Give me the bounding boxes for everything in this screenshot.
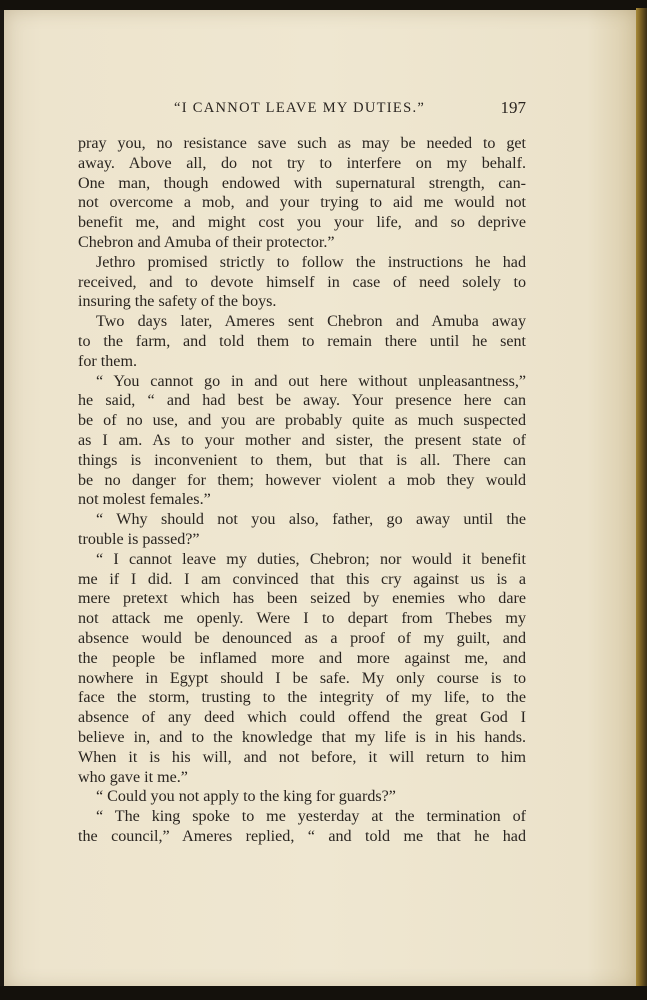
text-line: who gave it me.” — [78, 768, 188, 786]
text-line: the council,” Ameres replied, “ and told me that he had — [78, 827, 526, 845]
text-line: be of no use, and you are probably quite as much suspected — [78, 412, 526, 430]
text-line: away. Above all, do not try to interfere on my behalf. — [78, 154, 526, 172]
body-text — [78, 134, 526, 847]
text-line: not attack me openly. Were I to depart from Thebes my — [78, 610, 526, 628]
page-edge-top — [0, 0, 647, 10]
text-line: not overcome a mob, and your trying to aid me would not — [78, 194, 526, 212]
text-line: “ The king spoke to me yesterday at the termination of — [96, 808, 526, 826]
page-header — [78, 100, 526, 122]
text-line: as I am. As to your mother and sister, the present state of — [78, 431, 526, 449]
text-line: believe in, and to the knowledge that my life is in his hands. — [78, 728, 526, 746]
text-line: nowhere in Egypt should I be safe. My only course is to — [78, 669, 526, 687]
text-line: Two days later, Ameres sent Chebron and Amuba away — [96, 313, 526, 331]
text-line: “ Why should not you also, father, go away until the — [96, 511, 526, 529]
text-line: One man, though endowed with supernatural strength, can- — [78, 174, 526, 192]
text-line: When it is his will, and not before, it will return to him — [78, 748, 526, 766]
page-edge-right — [636, 8, 647, 990]
text-line: pray you, no resistance save such as may be needed to get — [78, 135, 526, 152]
text-line: for them. — [78, 352, 137, 370]
text-line: things is inconvenient to them, but that is all. There can — [78, 451, 526, 469]
text-line: benefit me, and might cost you your life, and so deprive — [78, 214, 526, 232]
text-line: he said, “ and had best be away. Your presence here can — [78, 392, 526, 410]
text-line: be no danger for them; however violent a mob they would — [78, 471, 526, 489]
text-line: absence of any deed which could offend the great God I — [78, 709, 526, 727]
text-line: not molest females.” — [78, 491, 211, 509]
text-line: face the storm, trusting to the integrity of my life, to the — [78, 689, 526, 707]
text-line: trouble is passed?” — [78, 530, 200, 548]
text-line: the people be inflamed more and more against me, and — [78, 649, 526, 667]
text-line: mere pretext which has been seized by enemies who dare — [78, 590, 526, 608]
text-line: me if I did. I am convinced that this cry against us is a — [78, 570, 526, 588]
text-line: received, and to devote himself in case of need solely to — [78, 273, 526, 291]
text-line: insuring the safety of the boys. — [78, 293, 277, 311]
text-line: “ You cannot go in and out here without unpleasantness,” — [96, 372, 526, 390]
text-line: “ I cannot leave my duties, Chebron; nor would it benefit — [96, 550, 526, 568]
text-line: Chebron and Amuba of their protector.” — [78, 233, 335, 251]
page-number: 197 — [500, 98, 526, 117]
running-title: “I CANNOT LEAVE MY DUTIES.” — [174, 100, 426, 116]
page-edge-bottom — [0, 986, 647, 1000]
text-line: Jethro promised strictly to follow the instructions he had — [96, 253, 526, 271]
text-line: absence would be denounced as a proof of my guilt, and — [78, 629, 526, 647]
text-line: “ Could you not apply to the king for guards?” — [96, 788, 396, 806]
text-line: to the farm, and told them to remain there until he sent — [78, 332, 526, 350]
